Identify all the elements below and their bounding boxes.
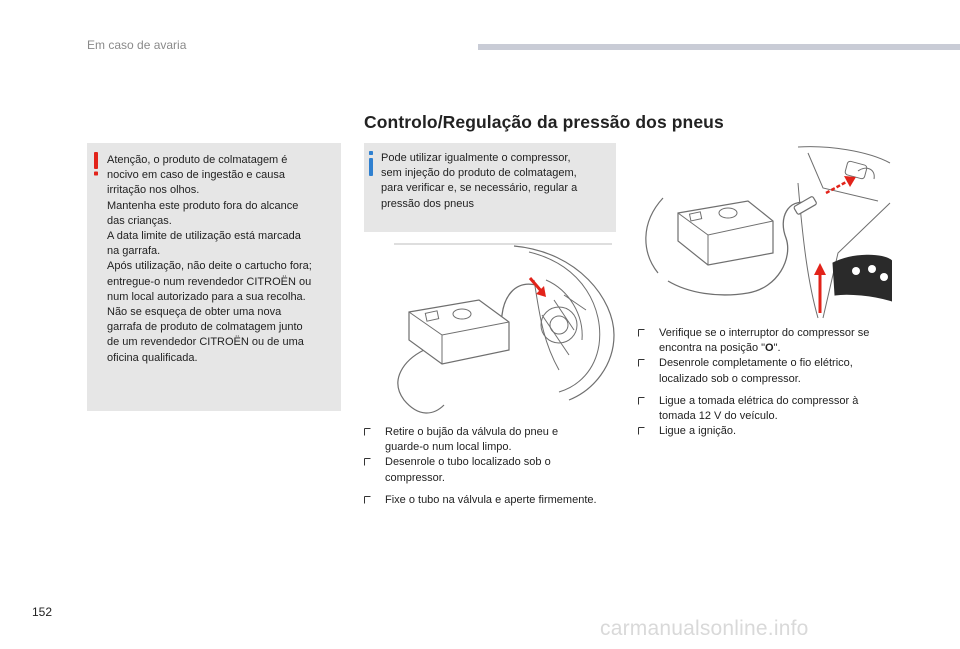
step-text: Ligue a tomada elétrica do compressor à [659,395,859,407]
info-line: pressão dos pneus [381,197,474,210]
warning-line: Mantenha este produto fora do alcance [107,199,299,212]
checkbox-bullet-icon [364,428,371,436]
warning-line: de um revendedor CITROËN ou de uma [107,336,304,349]
steps-list [364,493,624,508]
step-text: Retire o bujão da válvula do pneu e [385,426,559,438]
exclamation-icon [92,152,100,176]
warning-line: entregue-o num revendedor CITROËN ou [107,275,312,288]
checkbox-bullet-icon [364,458,371,466]
step-text: Verifique se o interruptor do compressor se [659,327,870,339]
warning-line: A data limite de utilização está marcada [107,230,301,243]
warning-line: num local autorizado para a sua recolha. [107,290,306,303]
warning-line: Após utilização, não deite o cartucho fora; [107,260,312,273]
info-box [364,143,616,232]
list-item [638,424,896,439]
step-text: ". [773,342,781,355]
warning-line: irritação nos olhos. [107,184,200,197]
warning-line: oficina qualificada. [107,351,198,364]
info-icon [367,151,375,176]
checkbox-bullet-icon [638,397,645,405]
checkbox-bullet-icon [364,496,371,504]
step-text: Fixe o tubo na válvula e aperte firmemente. [385,494,597,506]
warning-line: Atenção, o produto de colmatagem é [107,154,288,166]
warning-box [87,143,341,411]
warning-line: Não se esqueça de obter uma nova [107,306,282,319]
step-text: tomada 12 V do veículo. [659,410,778,423]
info-line: sem injeção do produto de colmatagem, [381,167,577,180]
compressor-tyre-illustration [364,240,616,420]
step-text: Desenrole o tubo localizado sob o [385,456,551,469]
step-text: encontra na posição " [659,342,766,355]
list-item [638,356,896,386]
info-line: para verificar e, se necessário, regular a [381,182,578,195]
step-text: Ligue a ignição. [659,425,737,438]
switch-position: O [765,342,774,355]
list-item [364,493,624,508]
info-line: Pode utilizar igualmente o compressor, [381,152,571,164]
warning-line: na garrafa. [107,245,161,258]
list-item [638,394,896,424]
steps-list [364,425,594,486]
watermark: carmanualsonline.info [600,617,809,640]
checkbox-bullet-icon [638,427,645,435]
checkbox-bullet-icon [638,359,645,367]
steps-list [638,394,896,440]
checkbox-bullet-icon [638,329,645,337]
steps-list [638,326,896,387]
step-text: compressor. [385,471,445,484]
list-item [364,455,594,485]
warning-line: nocivo em caso de ingestão e causa [107,169,285,182]
socket-connection-illustration [638,143,892,319]
warning-line: das crianças. [107,214,172,227]
section-title: Em caso de avaria [87,38,187,52]
page-title: Controlo/Regulação da pressão dos pneus [364,112,724,132]
step-text: Desenrole completamente o fio elétrico, [659,357,853,370]
list-item [364,425,594,455]
page-number: 152 [32,605,53,619]
step-text: guarde-o num local limpo. [385,441,512,454]
step-text: localizado sob o compressor. [659,372,801,385]
warning-line: garrafa de produto de colmatagem junto [107,321,303,334]
header-bar [478,44,960,50]
list-item [638,326,896,356]
